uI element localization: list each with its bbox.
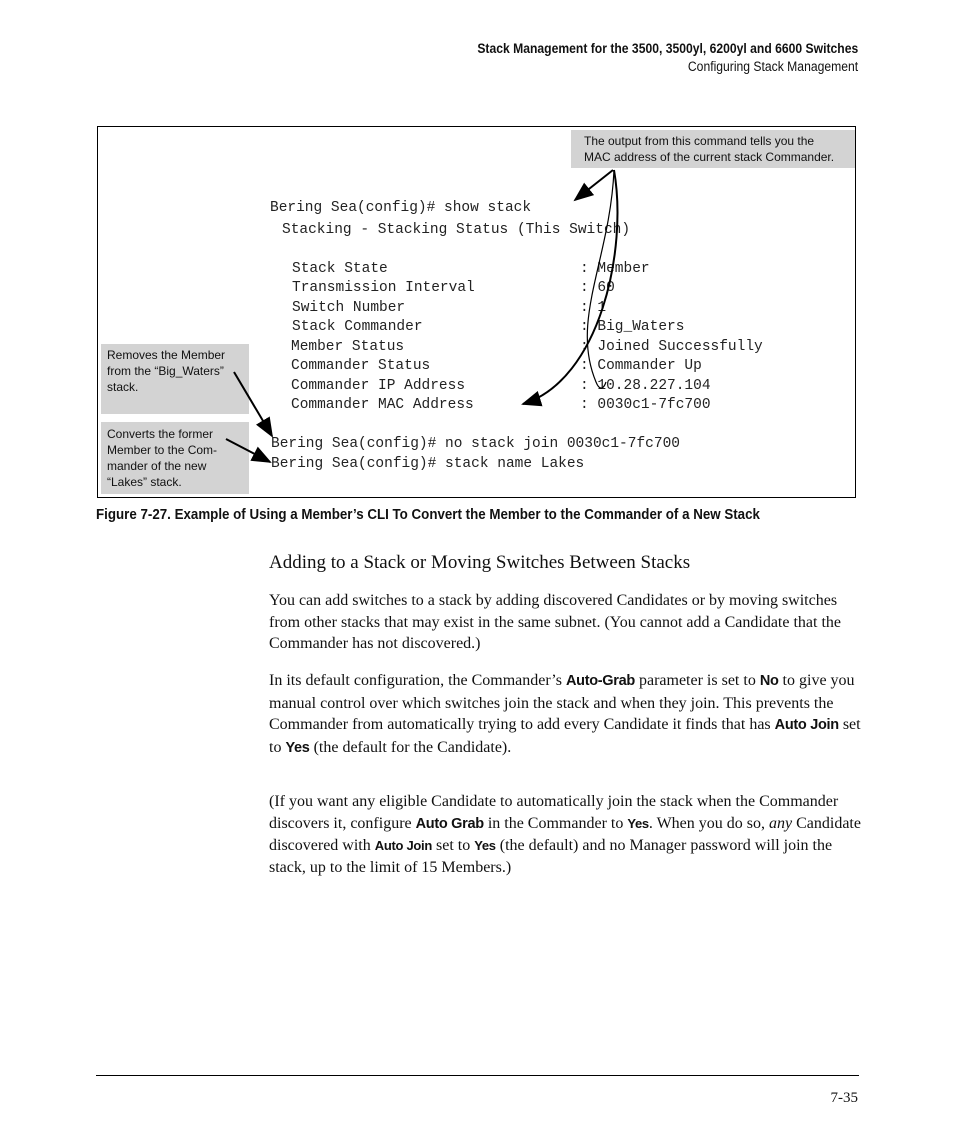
callout-top xyxy=(571,130,855,168)
running-header-title: Stack Management for the 3500, 3500yl, 6200yl and 6600 Switches xyxy=(477,41,858,56)
cli-status-title: Stacking - Stacking Status (This Switch) xyxy=(282,222,631,238)
cli-row-value: : Member xyxy=(580,261,650,277)
cli-row-value: : Commander Up xyxy=(580,358,702,374)
text: . When you do so, xyxy=(648,814,769,832)
callout-remove-member xyxy=(101,344,249,414)
cli-row-label: Stack Commander xyxy=(292,319,423,335)
text: In its default configuration, the Commander’s xyxy=(269,672,566,689)
callout-line: stack. xyxy=(107,380,139,394)
cli-row-label: Transmission Interval xyxy=(292,280,475,296)
text: in the Commander to xyxy=(483,814,628,832)
page-number: 7-35 xyxy=(830,1090,858,1106)
text: parameter is set to xyxy=(634,672,760,689)
callout-top-line: The output from this command tells you the xyxy=(584,134,815,148)
keyword-no: No xyxy=(759,673,779,689)
cli-command-show-stack: Bering Sea(config)# show stack xyxy=(270,200,532,216)
figure-caption: Figure 7-27. Example of Using a Member’s CLI To Convert the Member to the Commander of a New Stack xyxy=(96,507,760,523)
callout-top-line: MAC address of the current stack Commander. xyxy=(584,150,835,164)
cli-row-label: Switch Number xyxy=(292,300,406,316)
text: Candidate discovered with xyxy=(269,814,861,854)
text: (the default) and no Manager password will join the stack, up to the limit of 15 Members.) xyxy=(269,837,833,876)
cli-row-label: Commander MAC Address xyxy=(291,397,474,413)
emphasis-any: any xyxy=(769,814,793,832)
keyword-auto-join: Auto Join xyxy=(774,717,839,733)
text: (the default for the Candidate). xyxy=(309,738,512,756)
cli-command-no-stack-join: Bering Sea(config)# no stack join 0030c1-7fc700 xyxy=(271,436,680,452)
figure-box xyxy=(97,126,856,498)
keyword-auto-grab: Auto Grab xyxy=(415,815,484,832)
text: to give you manual control over which switches join the stack and when they join. This prevents the Commander from automatically trying to add every Candidate it finds that has xyxy=(269,672,855,733)
text: set to xyxy=(432,837,475,854)
keyword-yes: Yes xyxy=(285,739,310,756)
cli-row-value: : 10.28.227.104 xyxy=(580,378,711,394)
keyword-auto-grab: Auto-Grab xyxy=(565,673,635,689)
keyword-yes: Yes xyxy=(474,838,496,853)
callout-line: mander of the new xyxy=(107,459,207,473)
cli-row-value: : Joined Successfully xyxy=(580,339,763,355)
callout-line: “Lakes” stack. xyxy=(107,475,182,489)
paragraph-2 xyxy=(269,670,861,759)
callout-convert-commander xyxy=(101,422,249,494)
cli-row-label: Stack State xyxy=(292,261,388,277)
keyword-yes: Yes xyxy=(627,815,649,831)
cli-row-value: : Big_Waters xyxy=(580,319,685,335)
text: (If you want any eligible Candidate to automatically join the stack when the Commander discovers it, configure xyxy=(269,793,839,832)
cli-row-label: Commander IP Address xyxy=(291,378,466,394)
callout-line: Removes the Member xyxy=(107,348,226,362)
cli-row-label: Commander Status xyxy=(291,358,431,374)
paragraph-3 xyxy=(269,791,861,878)
cli-row-label: Member Status xyxy=(291,339,405,355)
callout-line: from the “Big_Waters” xyxy=(107,364,224,378)
running-header-subtitle: Configuring Stack Management xyxy=(687,59,858,74)
cli-row-value: : 60 xyxy=(580,280,615,296)
callout-line: Member to the Com- xyxy=(107,443,218,457)
text: set to xyxy=(269,716,861,756)
paragraph-1: You can add switches to a stack by adding discovered Candidates or by moving switches from other stacks that may exist in the same subnet. (You cannot add a Candidate that the Commander has not discovered.) xyxy=(269,592,842,652)
callout-line: Converts the former xyxy=(107,427,214,441)
cli-command-stack-name: Bering Sea(config)# stack name Lakes xyxy=(271,456,585,472)
keyword-auto-join: Auto Join xyxy=(374,838,432,853)
section-heading: Adding to a Stack or Moving Switches Between Stacks xyxy=(269,552,691,573)
footer-rule xyxy=(96,1075,859,1076)
cli-row-value: : 0030c1-7fc700 xyxy=(580,397,711,413)
cli-row-value: : 1 xyxy=(580,300,607,316)
